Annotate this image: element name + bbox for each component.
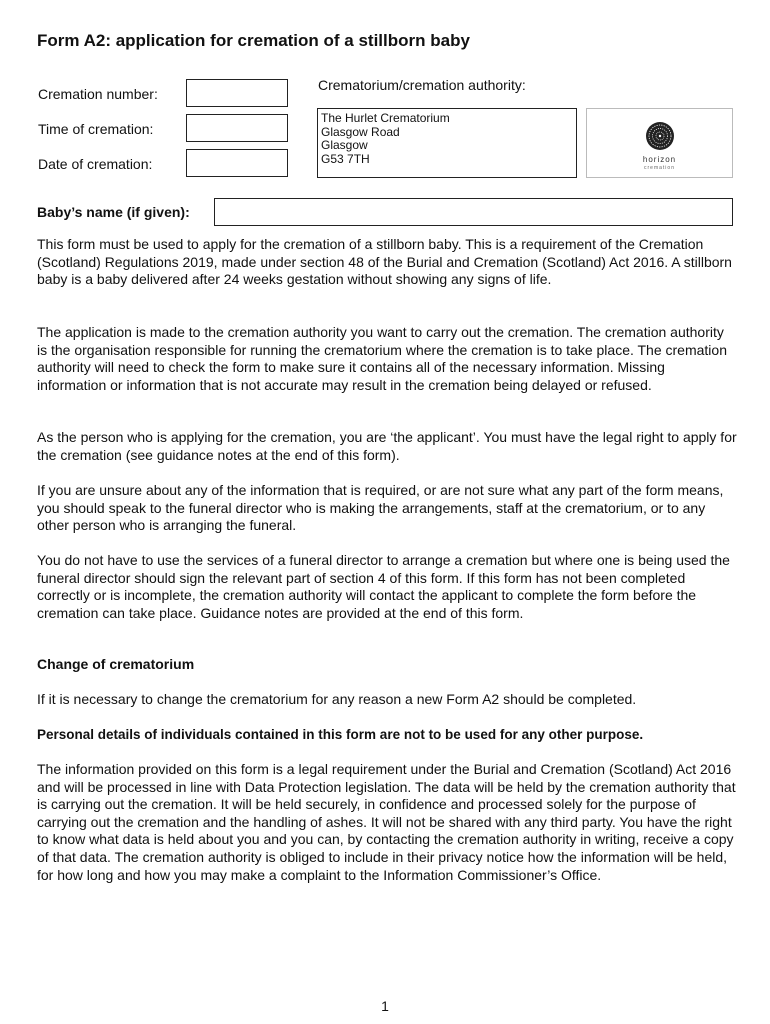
- crematorium-logo: [586, 108, 733, 178]
- data-protection-paragraph: [37, 761, 737, 884]
- time-of-cremation-input[interactable]: [186, 114, 288, 142]
- address-line: G53 7TH: [321, 151, 370, 166]
- baby-name-label: Baby’s name (if given):: [37, 204, 190, 220]
- unsure-paragraph: [37, 482, 737, 535]
- paragraph: As the person who is applying for the cremation, you are ‘the applicant’. You must have the legal right to apply for the cremation (see guidance notes at the end of this form).: [37, 429, 737, 463]
- page-number: 1: [381, 998, 389, 1014]
- page-title: Form A2: application for cremation of a stillborn baby: [37, 31, 470, 50]
- crematorium-address-box: [317, 108, 577, 178]
- paragraph: The application is made to the cremation authority you want to carry out the cremation. The cremation authority is the organisation responsible for running the crematorium where the cremation is to take place. The cremation authority will need to check the form to make sure it contains all of the necessary information. Missing information or information that is not accurate may result in the cremation being delayed or refused.: [37, 324, 727, 393]
- crematorium-authority-label: Crematorium/cremation authority:: [318, 77, 526, 93]
- change-paragraph: [37, 691, 737, 709]
- paragraph: If it is necessary to change the crematorium for any reason a new Form A2 should be completed.: [37, 691, 637, 707]
- date-of-cremation-input[interactable]: [186, 149, 288, 177]
- paragraph: The information provided on this form is a legal requirement under the Burial and Cremation (Scotland) Act 2016 and will be processed in line with Data Protection legislation. The data will be held by the cremation authority that is carrying out the cremation. It will be held securely, in confidence and processed solely for the purpose of carrying out the cremation and the handling of ashes. It will not be shared with any third party. You have the right to know what data is held about you and you can, by contacting the cremation authority in writing, receive a copy of that data. The cremation authority is obliged to include in their privacy notice how the information will be held, for how long and how you may make a complaint to the Information Commissioner’s Office.: [37, 761, 736, 883]
- address-line: The Hurlet Crematorium: [321, 111, 450, 125]
- cremation-number-input[interactable]: [186, 79, 288, 107]
- logo-wordmark: horizon: [642, 155, 677, 164]
- time-of-cremation-label: Time of cremation:: [38, 121, 154, 137]
- change-of-crematorium-heading: Change of crematorium: [37, 656, 195, 672]
- intro-paragraph: [37, 236, 737, 289]
- logo-subtitle: cremation: [644, 165, 675, 171]
- paragraph: This form must be used to apply for the cremation of a stillborn baby. This is a requirement of the Cremation (Scotland) Regulations 2019, made under section 48 of the Burial and Cremation (Scotland) Act 2016. A stillborn baby is a baby delivered after 24 weeks gestation without showing any signs of life.: [37, 236, 732, 288]
- applicant-paragraph: [37, 429, 737, 464]
- funeral-director-paragraph: [37, 552, 737, 622]
- address-line: Glasgow: [321, 138, 368, 152]
- date-of-cremation-label: Date of cremation:: [38, 156, 153, 172]
- address-line: Glasgow Road: [321, 124, 400, 139]
- paragraph: You do not have to use the services of a funeral director to arrange a cremation but where one is being used the funeral director should sign the relevant part of section 4 of this form. If this form has not been completed correctly or is incomplete, the cremation authority will contact the applicant to complete the form before the cremation can take place. Guidance notes are provided at the end of this form.: [37, 552, 730, 621]
- baby-name-input[interactable]: [214, 198, 733, 226]
- application-paragraph: [37, 324, 737, 394]
- personal-details-notice: Personal details of individuals contained in this form are not to be used for any other purpose.: [37, 727, 644, 742]
- paragraph: If you are unsure about any of the information that is required, or are not sure what any part of the form means, you should speak to the funeral director who is making the arrangements, staff at the crematorium, or to any other person who is arranging the funeral.: [37, 482, 724, 534]
- cremation-number-label: Cremation number:: [38, 86, 158, 102]
